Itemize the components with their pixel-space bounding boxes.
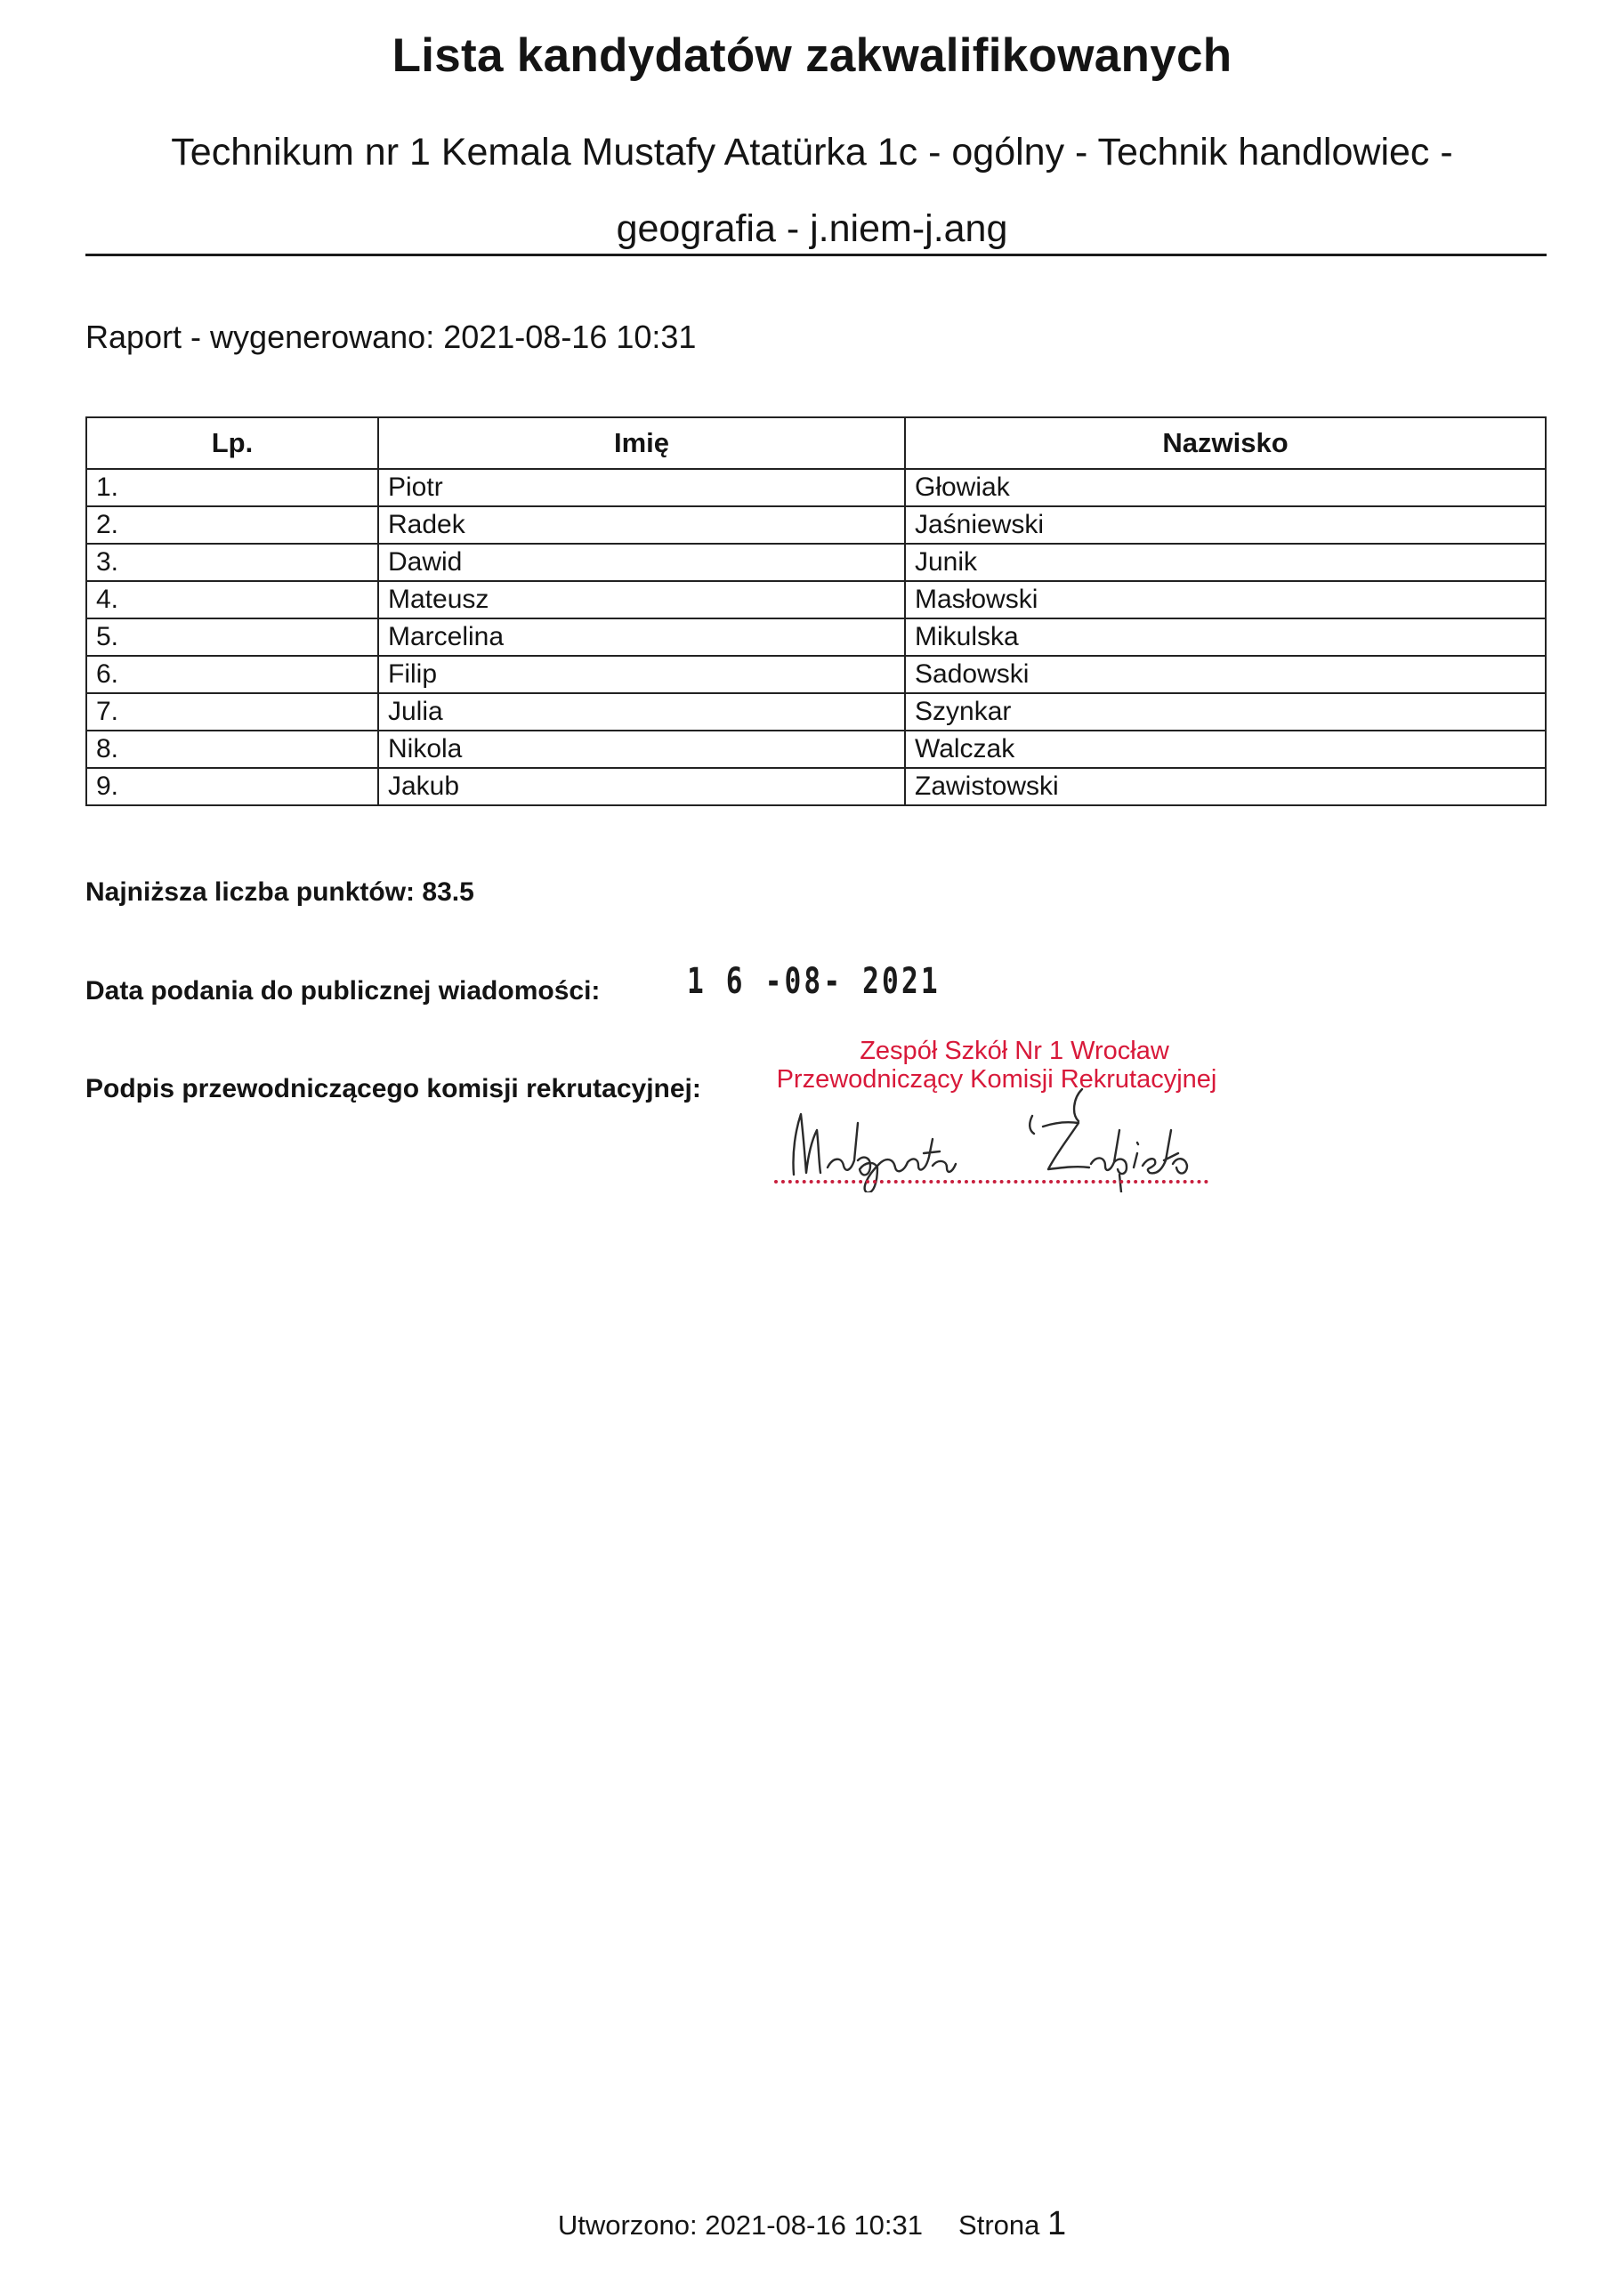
cell-lp: 5. bbox=[86, 618, 378, 656]
table-row bbox=[86, 618, 1546, 656]
subtitle-line-1: Technikum nr 1 Kemala Mustafy Atatürka 1c - ogólny - Technik handlowiec - bbox=[171, 131, 1453, 174]
table-row bbox=[86, 768, 1546, 805]
cell-lp: 1. bbox=[86, 469, 378, 506]
cell-imie: Jakub bbox=[378, 768, 905, 805]
cell-imie: Nikola bbox=[378, 731, 905, 768]
cell-lp: 4. bbox=[86, 581, 378, 618]
created-timestamp: Utworzono: 2021-08-16 10:31 bbox=[557, 2209, 924, 2241]
table-row bbox=[86, 656, 1546, 693]
page-footer bbox=[0, 2205, 1624, 2243]
table-row bbox=[86, 731, 1546, 768]
cell-nazwisko: Walczak bbox=[905, 731, 1546, 768]
signature-dotted-line bbox=[774, 1180, 1208, 1183]
stamp-line-1: Zespół Szkół Nr 1 Wrocław bbox=[860, 1037, 1169, 1065]
cell-nazwisko: Sadowski bbox=[905, 656, 1546, 693]
header-lp: Lp. bbox=[86, 417, 378, 469]
cell-nazwisko: Mikulska bbox=[905, 618, 1546, 656]
cell-lp: 8. bbox=[86, 731, 378, 768]
header-imie: Imię bbox=[378, 417, 905, 469]
cell-lp: 7. bbox=[86, 693, 378, 731]
cell-lp: 9. bbox=[86, 768, 378, 805]
cell-imie: Dawid bbox=[378, 544, 905, 581]
publication-date-stamp: 1 6 -08- 2021 bbox=[687, 961, 941, 1002]
cell-lp: 2. bbox=[86, 506, 378, 544]
cell-nazwisko: Szynkar bbox=[905, 693, 1546, 731]
candidates-table bbox=[85, 416, 1547, 806]
publication-date-label: Data podania do publicznej wiadomości: bbox=[85, 976, 601, 1006]
cell-nazwisko: Junik bbox=[905, 544, 1546, 581]
cell-imie: Radek bbox=[378, 506, 905, 544]
cell-lp: 6. bbox=[86, 656, 378, 693]
table-row bbox=[86, 469, 1546, 506]
cell-nazwisko: Masłowski bbox=[905, 581, 1546, 618]
header-divider bbox=[85, 254, 1547, 256]
cell-lp: 3. bbox=[86, 544, 378, 581]
cell-imie: Filip bbox=[378, 656, 905, 693]
table-header-row bbox=[86, 417, 1546, 469]
header-nazwisko: Nazwisko bbox=[905, 417, 1546, 469]
lowest-points: Najniższa liczba punktów: 83.5 bbox=[85, 877, 474, 907]
signature-label: Podpis przewodniczącego komisji rekrutacyjnej: bbox=[85, 1074, 701, 1103]
cell-nazwisko: Zawistowski bbox=[905, 768, 1546, 805]
cell-imie: Julia bbox=[378, 693, 905, 731]
stamp-line-2: Przewodniczący Komisji Rekrutacyjnej bbox=[776, 1065, 1217, 1094]
cell-nazwisko: Jaśniewski bbox=[905, 506, 1546, 544]
subtitle-line-2: geografia - j.niem-j.ang bbox=[616, 207, 1008, 250]
cell-nazwisko: Głowiak bbox=[905, 469, 1546, 506]
cell-imie: Mateusz bbox=[378, 581, 905, 618]
cell-imie: Piotr bbox=[378, 469, 905, 506]
table-row bbox=[86, 544, 1546, 581]
page-number: 1 bbox=[1047, 2205, 1067, 2242]
handwritten-signature-icon bbox=[765, 1068, 1228, 1192]
table-row bbox=[86, 506, 1546, 544]
table-row bbox=[86, 693, 1546, 731]
document-title: Lista kandydatów zakwalifikowanych bbox=[392, 29, 1232, 82]
document-subtitle bbox=[107, 114, 1517, 267]
cell-imie: Marcelina bbox=[378, 618, 905, 656]
report-generated: Raport - wygenerowano: 2021-08-16 10:31 bbox=[85, 319, 697, 355]
page-label: Strona bbox=[958, 2209, 1040, 2241]
table-row bbox=[86, 581, 1546, 618]
